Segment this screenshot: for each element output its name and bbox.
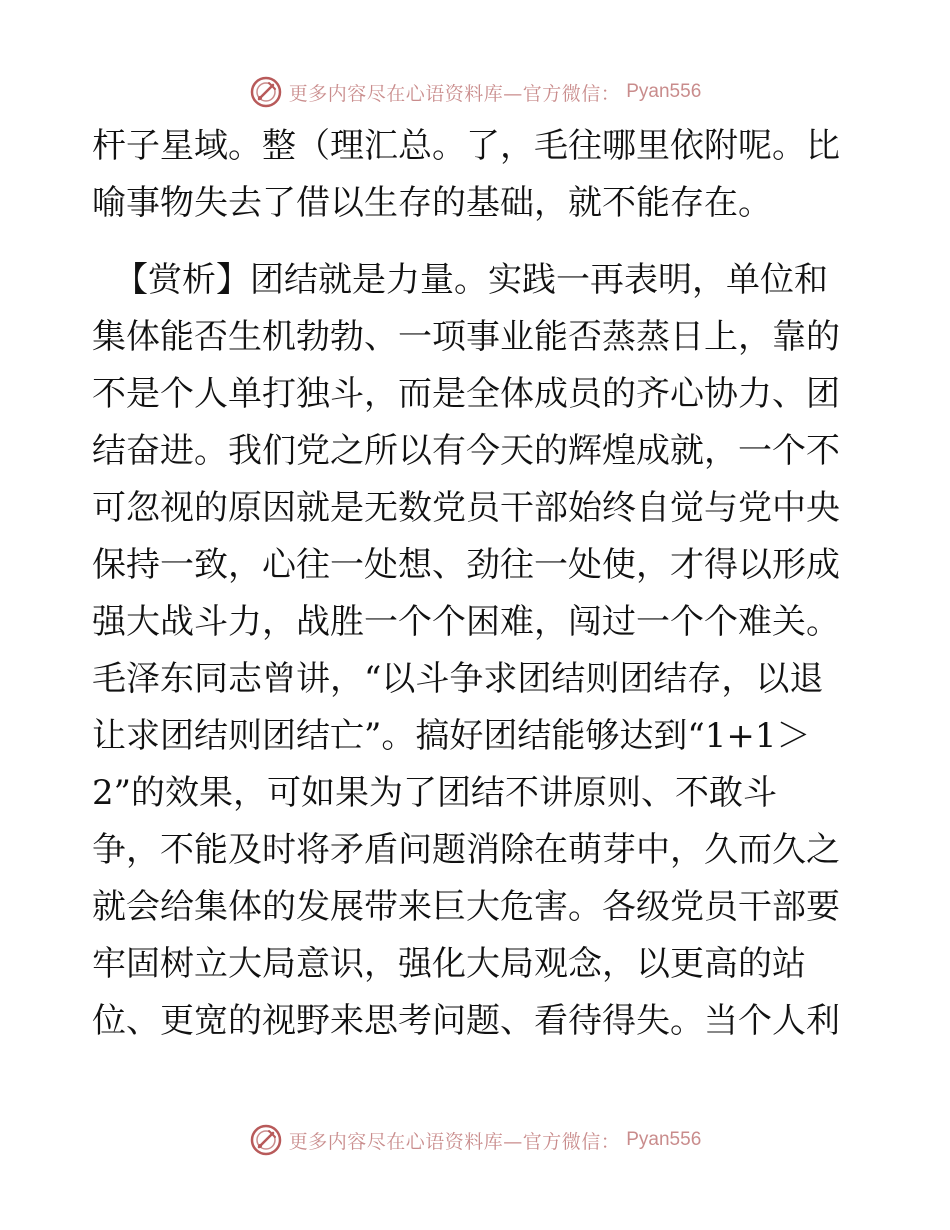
text-line: 结奋进。我们党之所以有今天的辉煌成就，一个不 [92,431,840,471]
document-body [92,118,862,1050]
paragraph-spacer [92,232,862,252]
circular-seal-logo-icon [249,1123,283,1157]
banner-text: 更多内容尽在心语资料库—官方微信： [288,1130,621,1153]
circular-seal-logo-icon [249,75,283,109]
banner-wechat-id: Pyan556 [626,81,702,102]
paragraph-2 [92,252,862,1050]
text-line: 喻事物失去了借以生存的基础，就不能存在。 [92,183,772,223]
banner-wechat-id: Pyan556 [626,1129,702,1150]
text-line: 不是个人单打独斗，而是全体成员的齐心协力、团 [92,374,840,414]
paragraph-1 [92,118,862,232]
text-line: 2”的效果，可如果为了团结不讲原则、不敢斗 [92,773,778,813]
banner-text: 更多内容尽在心语资料库—官方微信： [288,82,621,105]
text-line: 就会给集体的发展带来巨大危害。各级党员干部要 [92,887,840,927]
text-line: 可忽视的原因就是无数党员干部始终自觉与党中央 [92,488,840,528]
header-banner [0,72,950,112]
text-line: 毛泽东同志曾讲，“以斗争求团结则团结存，以退 [92,659,824,699]
text-line: 让求团结则团结亡”。搞好团结能够达到“1+1＞ [92,716,811,756]
text-line: 强大战斗力，战胜一个个困难，闯过一个个难关。 [92,602,840,642]
text-line: 集体能否生机勃勃、一项事业能否蒸蒸日上，靠的 [92,317,840,357]
footer-banner [0,1120,950,1160]
text-line: 争，不能及时将矛盾问题消除在萌芽中，久而久之 [92,830,840,870]
text-line: 【赏析】团结就是力量。实践一再表明，单位和 [114,260,828,300]
text-line: 杆子星域。整（理汇总。了，毛往哪里依附呢。比 [92,126,840,166]
text-line: 保持一致，心往一处想、劲往一处使，才得以形成 [92,545,840,585]
text-line: 牢固树立大局意识，强化大局观念，以更高的站 [92,944,806,984]
text-line: 位、更宽的视野来思考问题、看待得失。当个人利 [92,1001,840,1041]
